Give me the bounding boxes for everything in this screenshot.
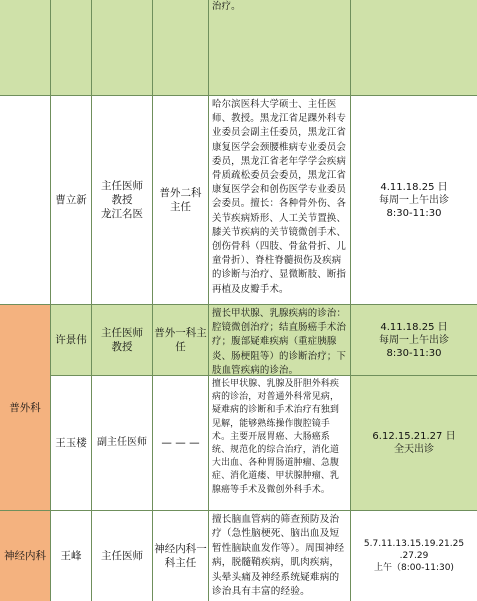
doctor-title-line: 龙江名医 xyxy=(101,208,143,220)
doctor-title-line: 主任医师 xyxy=(101,327,143,339)
name-cell xyxy=(51,376,92,511)
group-label-surgery: 普外科 xyxy=(9,401,41,414)
doctor-description: 擅长甲状腺、乳腺疾病的诊治：腔镜微创治疗；结直肠癌手术治疗；腹部疑难疾病（重症胰腺炎、肠梗阻等）的诊断治疗；下肢血管疾病的诊治。 xyxy=(212,308,347,376)
title-cell xyxy=(92,305,153,376)
dept-cell-top xyxy=(153,0,209,96)
doctor-name: 王玉楼 xyxy=(55,437,87,449)
department-line: 主任 xyxy=(170,201,191,213)
doctor-description: 哈尔滨医科大学硕士、主任医师、教授。黑龙江省足踝外科专业委员会副主任委员，黑龙江省康复医学会颈腰椎病专业委员会委员，黑龙江省老年学学会疾病骨质疏松委员会委员，黑龙江省康复医学会和创伤医学专业委员会委员。擅长：各种骨外伤、各关节疾病矫形、人工关节置换、膝关节疾病的关节镜微创手术、创伤骨科（四肢、骨盆骨折、儿童骨折）、脊柱脊髓损伤及疾病的诊断与治疗、显微断肢、断指再植及皮瓣手术。 xyxy=(212,99,347,295)
dept-cell xyxy=(153,511,209,601)
group-cell-neurology xyxy=(0,511,51,601)
schedule-line: 8:30-11:30 xyxy=(386,347,442,359)
doctor-description: 擅长甲状腺、乳腺及肝胆外科疾病的诊治，对普通外科常见病，疑难病的诊断和手术治疗有独到见解，能够熟练操作腹腔镜手术。主要开展胃癌、大肠癌系统、规范化的综合治疗，消化道大出血、各种胃肠道肿瘤、急腹症、消化道瘘、甲状腺肿瘤、乳腺癌等手术及微创外科手术。 xyxy=(212,379,340,495)
group-cell-spacer xyxy=(0,96,51,305)
doctor-name: 王峰 xyxy=(60,550,82,562)
department-line: 普外一科主 xyxy=(154,327,207,339)
schedule-line: 6.12.15.21.27 日 xyxy=(372,431,456,442)
department-line: 神经内科一 xyxy=(154,543,207,555)
group-cell-top xyxy=(0,0,51,96)
title-cell xyxy=(92,511,153,601)
dept-cell xyxy=(153,305,209,376)
doctor-title-line: 主任医师 xyxy=(101,550,143,562)
schedule-line: 8:30-11:30 xyxy=(386,207,442,219)
dept-cell xyxy=(153,96,209,305)
department-line: 任 xyxy=(175,341,186,353)
desc-cell xyxy=(209,376,351,511)
desc-cell xyxy=(209,511,351,601)
title-cell-top xyxy=(92,0,153,96)
name-cell xyxy=(51,511,92,601)
department-line: 普外二科 xyxy=(159,187,202,199)
desc-cell xyxy=(209,305,351,376)
name-cell xyxy=(51,305,92,376)
schedule-line: 4.11.18.25 日 xyxy=(380,181,448,193)
schedule-cell-top xyxy=(351,0,477,96)
doctor-title-line: 副主任医师 xyxy=(97,437,147,448)
doctor-title-line: 主任医师 xyxy=(101,180,143,192)
title-cell xyxy=(92,96,153,305)
dept-cell xyxy=(153,376,209,511)
group-label-neurology: 神经内科 xyxy=(4,550,46,562)
department-line: 科主任 xyxy=(164,557,197,569)
desc-cell-top xyxy=(209,0,351,96)
group-cell-surgery xyxy=(0,305,51,511)
doctor-title-line: 教授 xyxy=(111,341,133,353)
doctor-name: 许景伟 xyxy=(55,334,87,346)
schedule-cell xyxy=(351,305,477,376)
schedule-line: 上午（8:00-11:30) xyxy=(374,563,454,573)
schedule-line: 5.7.11.13.15.19.21.25 xyxy=(363,539,465,549)
name-cell xyxy=(51,96,92,305)
doctor-name: 曹立新 xyxy=(55,194,87,206)
schedule-line: 每周一上午出诊 xyxy=(379,334,449,346)
doctor-description: 擅长脑血管病的筛查预防及治疗（急性脑梗死、脑出血及短暂性脑缺血发作等）。周围神经病，脱髓鞘疾病，肌肉疾病，头晕头痛及神经系统疑难病的诊治具有丰富的经验。 xyxy=(212,514,345,598)
title-cell xyxy=(92,376,153,511)
schedule-line: 4.11.18.25 日 xyxy=(380,321,448,333)
schedule-cell xyxy=(351,376,477,511)
schedule-cell xyxy=(351,96,477,305)
doctor-title-line: 教授 xyxy=(111,194,133,206)
schedule-line: 全天出诊 xyxy=(394,444,434,455)
schedule-line: .27.29 xyxy=(399,551,429,561)
department-line: — — — xyxy=(161,437,200,449)
schedule-cell xyxy=(351,511,477,601)
doctor-description: 治疗。 xyxy=(212,1,241,12)
schedule-line: 每周一上午出诊 xyxy=(379,194,449,206)
desc-cell xyxy=(209,96,351,305)
name-cell-top xyxy=(51,0,92,96)
